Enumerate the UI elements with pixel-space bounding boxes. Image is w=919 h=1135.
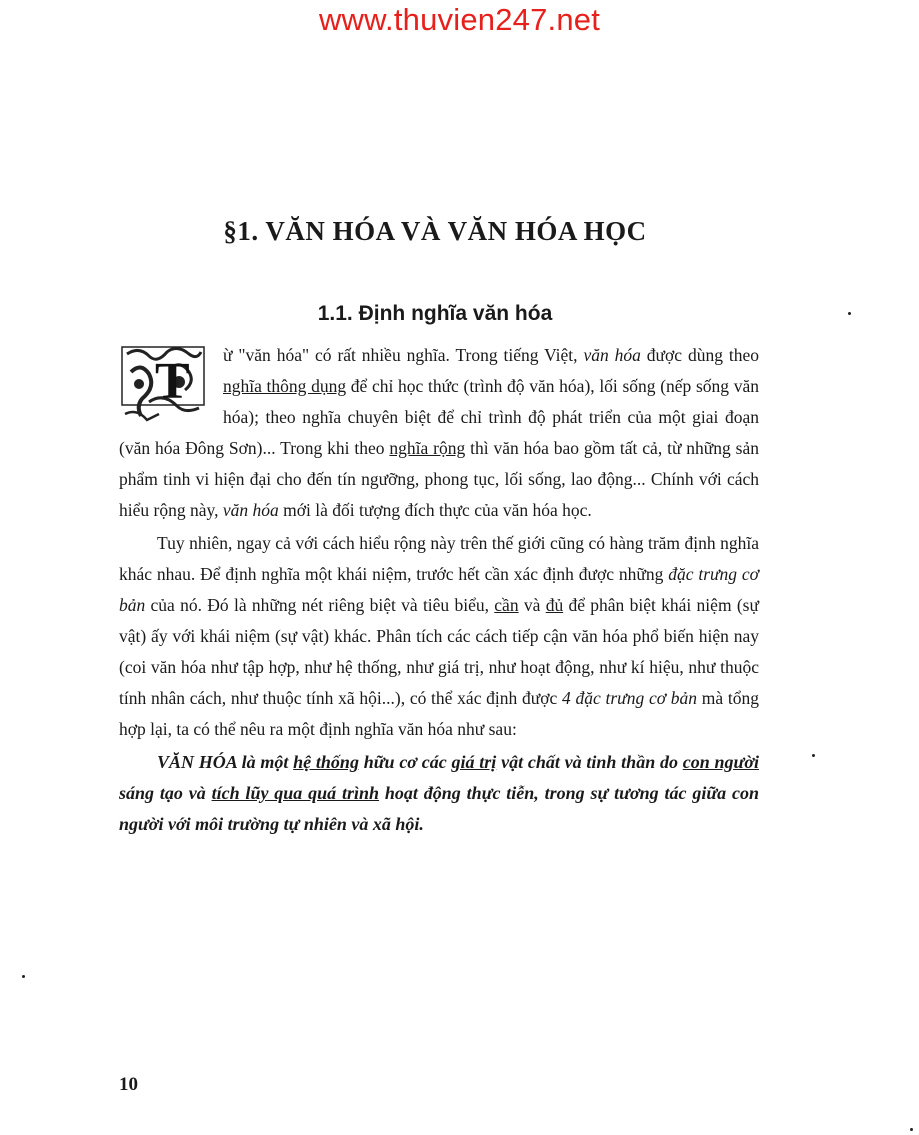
p2-term-dac-trung: đặc trưng cơ bản <box>119 564 759 615</box>
p1-term-van-hoa-2: văn hóa <box>222 500 279 520</box>
paragraph-1 <box>119 340 759 526</box>
p1-text-a: ừ "văn hóa" có rất nhiều nghĩa. Trong tiếng Việt, <box>223 345 584 365</box>
p2-text-e: và <box>518 595 546 615</box>
def-underlined-he-thong: hệ thống <box>293 752 359 772</box>
p1-underlined-nghia-rong: nghĩa rộng <box>389 438 466 458</box>
paragraph-2 <box>119 528 759 745</box>
def-text-a: VĂN HÓA là một <box>157 752 294 772</box>
dropcap-letter: T <box>155 353 190 410</box>
definition-paragraph <box>119 747 759 840</box>
p2-text-c: của nó. Đó là những nét riêng biệt và tiêu biểu, <box>145 595 495 615</box>
def-text-e: vật chất và tinh thần do <box>496 752 683 772</box>
watermark: www.thuvien247.net <box>318 2 601 37</box>
p1-term-van-hoa: văn hóa <box>583 345 641 365</box>
scan-speck <box>22 975 25 978</box>
p2-text-a: Tuy nhiên, ngay cả với cách hiểu rộng này trên thế giới cũng có hàng trăm định nghĩa khác nhau. Để định nghĩa một khái niệm, trước hết cần xác định được những <box>119 533 759 584</box>
def-underlined-tich-luy: tích lũy qua quá trình <box>211 783 380 803</box>
p2-text-g: để phân biệt khái niệm (sự vật) ấy với khái niệm (sự vật) khác. Phân tích các cách tiếp cận văn hóa phổ biến hiện nay (coi văn hóa như tập hợp, như hệ thống, như giá trị, như hoạt động, như kí hiệu, như thuộc tính nhân cách, như thuộc tính xã hội...), có thể xác định được <box>119 595 759 708</box>
decorative-dropcap-t <box>119 342 209 428</box>
section-title: 1.1. Định nghĩa văn hóa <box>317 302 553 325</box>
def-underlined-con-nguoi: con người <box>682 752 759 772</box>
p1-text-c: được dùng theo <box>640 345 759 365</box>
def-text-i: hoạt động thực tiễn, trong sự tương tác giữa con người với môi trường tự nhiên và xã hội. <box>119 783 759 834</box>
def-underlined-gia-tri: giá trị <box>451 752 497 772</box>
def-text-c: hữu cơ các <box>358 752 452 772</box>
def-text-g: sáng tạo và <box>119 783 212 803</box>
p1-text-e: để chỉ học thức (trình độ văn hóa), lối sống (nếp sống văn hóa); theo nghĩa chuyên biệt để chỉ trình độ phát triển của một giai đoạn (văn hóa Đông Sơn)... Trong khi theo <box>119 376 759 458</box>
p2-underlined-can: cần <box>494 595 519 615</box>
p1-text-g: thì văn hóa bao gồm tất cả, từ những sản phẩm tinh vi hiện đại cho đến tín ngưỡng, phong tục, lối sống, lao động... Chính với cách hiểu rộng này, <box>119 438 759 520</box>
p2-text-i: mà tổng hợp lại, ta có thể nêu ra một định nghĩa văn hóa như sau: <box>119 688 760 739</box>
scan-speck <box>848 312 851 315</box>
body-text <box>119 340 759 840</box>
p2-underlined-du: đủ <box>545 595 564 615</box>
page-number: 10 <box>119 1074 138 1095</box>
p1-text-i: mới là đối tượng đích thực của văn hóa học. <box>278 500 592 520</box>
scan-speck <box>910 1128 913 1131</box>
p2-term-4-dac-trung: 4 đặc trưng cơ bản <box>562 688 698 708</box>
p1-underlined-nghia-thong-dung: nghĩa thông dụng <box>223 376 347 396</box>
chapter-title: §1. VĂN HÓA VÀ VĂN HÓA HỌC <box>223 216 647 246</box>
scan-speck <box>812 754 815 757</box>
